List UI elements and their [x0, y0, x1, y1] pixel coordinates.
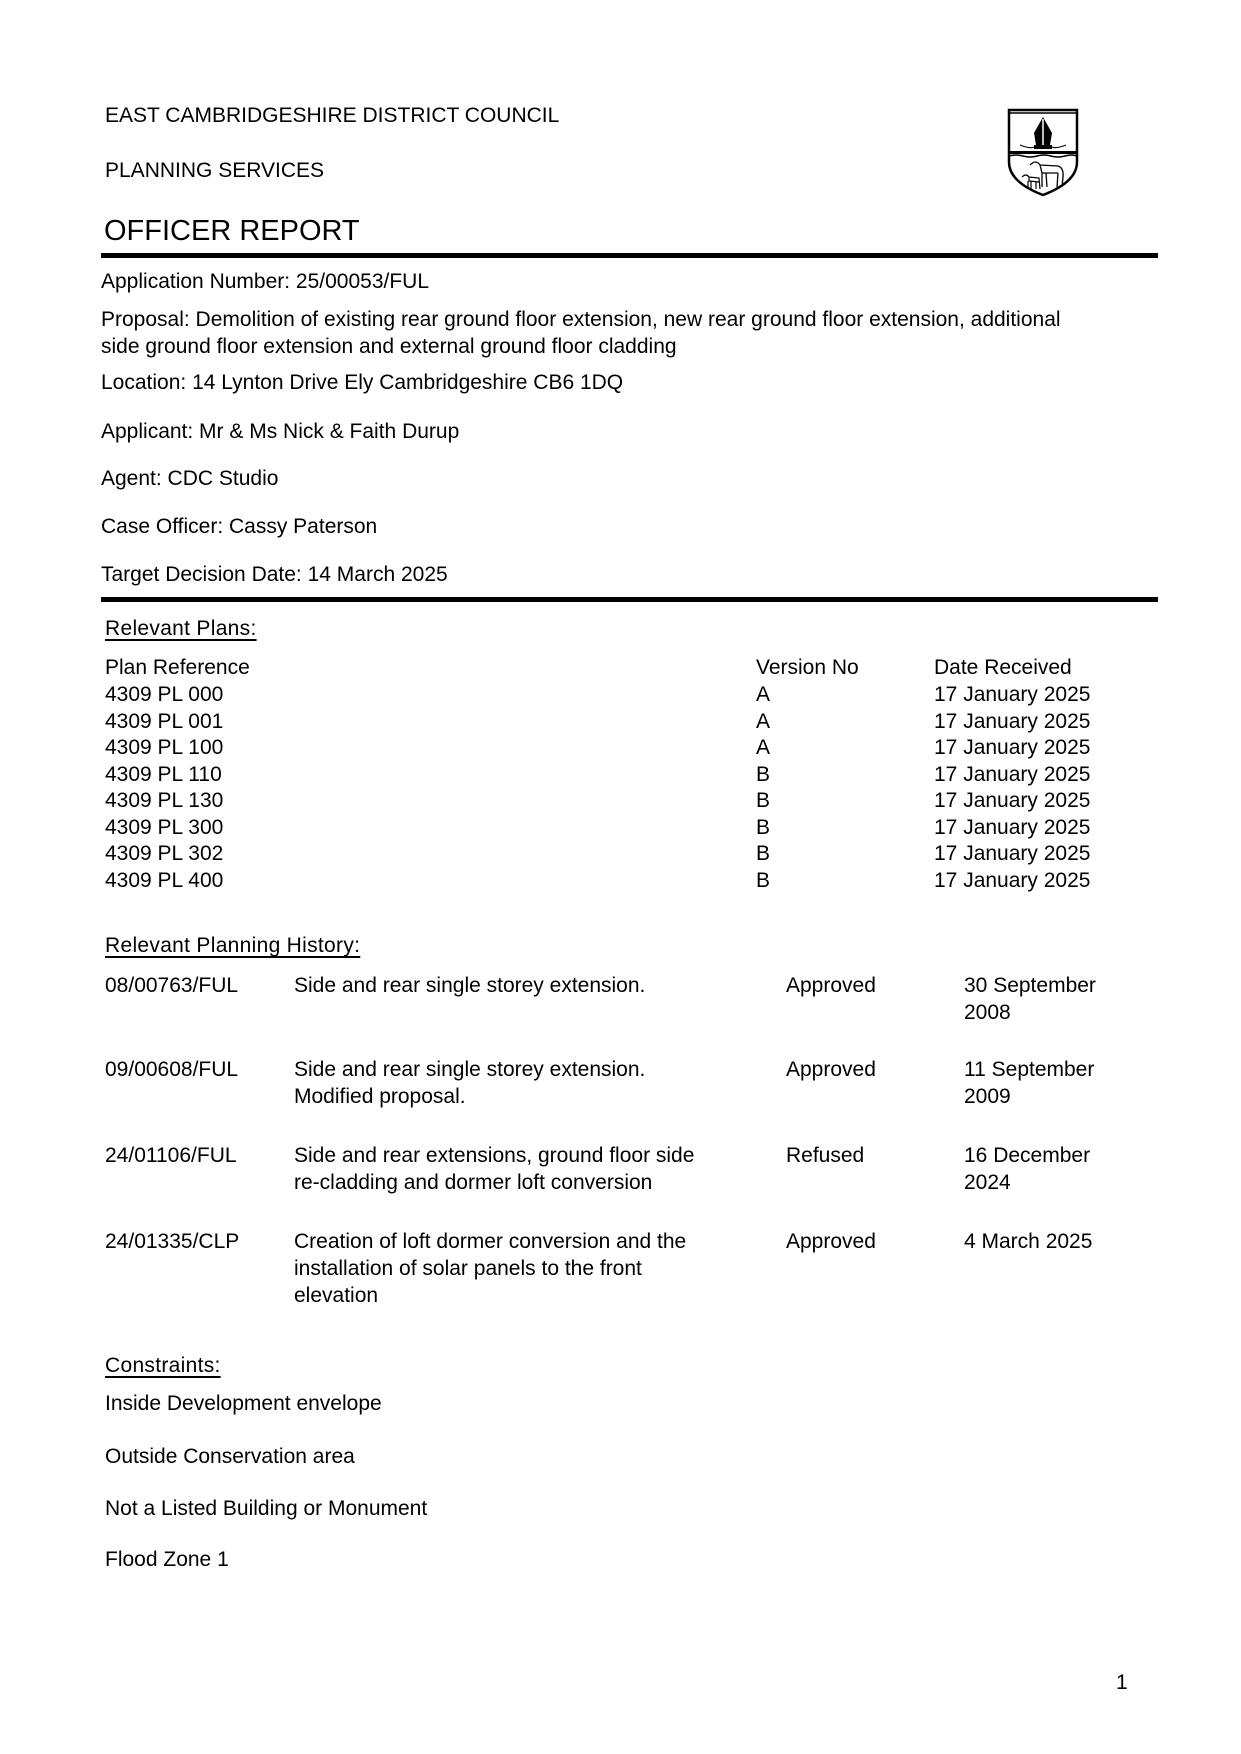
version-no: B	[756, 815, 771, 839]
constraint-item: Outside Conservation area	[105, 1445, 355, 1468]
proposal-line-2: side ground floor extension and external ground floor cladding	[101, 335, 677, 358]
department-name: PLANNING SERVICES	[105, 159, 325, 182]
details-divider	[101, 597, 1158, 602]
decision-date: 11 September	[964, 1058, 1095, 1081]
version-no: B	[756, 868, 771, 892]
application-reference: 08/00763/FUL	[105, 974, 239, 997]
decision-date: 4 March 2025	[964, 1230, 1093, 1253]
case-officer: Case Officer: Cassy Paterson	[101, 515, 378, 538]
description: Creation of loft dormer conversion and the	[294, 1230, 687, 1253]
version-no: B	[756, 789, 771, 812]
decision-date: 2009	[964, 1085, 1011, 1108]
decision-date: 16 December	[964, 1144, 1091, 1167]
application-reference: 24/01335/CLP	[105, 1230, 240, 1253]
date-received: 17 January 2025	[934, 815, 1091, 839]
description: Modified proposal.	[294, 1085, 466, 1108]
target-decision-date: Target Decision Date: 14 March 2025	[101, 563, 448, 586]
description: installation of solar panels to the front	[294, 1257, 642, 1280]
date-received: 17 January 2025	[934, 736, 1091, 759]
column-header: Version No	[756, 656, 859, 679]
plan-reference: 4309 PL 000	[105, 683, 224, 706]
decision-status: Approved	[786, 1058, 876, 1081]
description: Side and rear single storey extension.	[294, 974, 646, 997]
decision-date: 2024	[964, 1171, 1011, 1194]
decision-date: 2008	[964, 1001, 1011, 1024]
date-received: 17 January 2025	[934, 762, 1091, 786]
application-reference: 24/01106/FUL	[105, 1144, 237, 1167]
date-received: 17 January 2025	[934, 868, 1091, 892]
planning-history-heading: Relevant Planning History:	[105, 934, 361, 957]
date-received: 17 January 2025	[934, 789, 1091, 812]
description: Side and rear extensions, ground floor side	[294, 1144, 695, 1167]
constraint-item: Not a Listed Building or Monument	[105, 1497, 428, 1520]
date-received: 17 January 2025	[934, 709, 1091, 733]
relevant-plans-heading: Relevant Plans:	[105, 617, 257, 640]
plan-reference: 4309 PL 110	[105, 762, 222, 786]
plan-reference: 4309 PL 100	[105, 736, 224, 759]
header-divider	[101, 253, 1158, 258]
constraint-item: Flood Zone 1	[105, 1548, 229, 1571]
decision-status: Approved	[786, 974, 876, 997]
application-number: Application Number: 25/00053/FUL	[101, 270, 430, 293]
decision-date: 30 September	[964, 974, 1096, 997]
description: Side and rear single storey extension.	[294, 1058, 646, 1081]
council-name: EAST CAMBRIDGESHIRE DISTRICT COUNCIL	[105, 104, 560, 127]
page-title: OFFICER REPORT	[104, 215, 360, 247]
version-no: A	[756, 683, 771, 706]
date-received: 17 January 2025	[934, 842, 1091, 865]
plan-reference: 4309 PL 001	[105, 709, 224, 733]
version-no: B	[756, 762, 771, 786]
description: re-cladding and dormer loft conversion	[294, 1171, 653, 1194]
agent: Agent: CDC Studio	[101, 467, 279, 490]
description: elevation	[294, 1284, 379, 1307]
shield-crest-icon	[1006, 107, 1080, 197]
version-no: A	[756, 709, 771, 733]
column-header: Plan Reference	[105, 656, 250, 679]
page-number: 1	[1116, 1671, 1128, 1694]
decision-status: Approved	[786, 1230, 876, 1253]
proposal-line-1: Proposal: Demolition of existing rear ground floor extension, new rear ground floor extension, additional	[101, 308, 1061, 331]
column-header: Date Received	[934, 656, 1072, 679]
plan-reference: 4309 PL 400	[105, 868, 224, 892]
constraint-item: Inside Development envelope	[105, 1392, 382, 1415]
decision-status: Refused	[786, 1144, 865, 1167]
constraints-heading: Constraints:	[105, 1354, 221, 1377]
location: Location: 14 Lynton Drive Ely Cambridgeshire CB6 1DQ	[101, 371, 624, 394]
date-received: 17 January 2025	[934, 683, 1091, 706]
plan-reference: 4309 PL 300	[105, 815, 224, 839]
plan-reference: 4309 PL 130	[105, 789, 224, 812]
version-no: A	[756, 736, 771, 759]
applicant: Applicant: Mr & Ms Nick & Faith Durup	[101, 420, 460, 443]
application-reference: 09/00608/FUL	[105, 1058, 239, 1081]
plan-reference: 4309 PL 302	[105, 842, 224, 865]
version-no: B	[756, 842, 771, 865]
